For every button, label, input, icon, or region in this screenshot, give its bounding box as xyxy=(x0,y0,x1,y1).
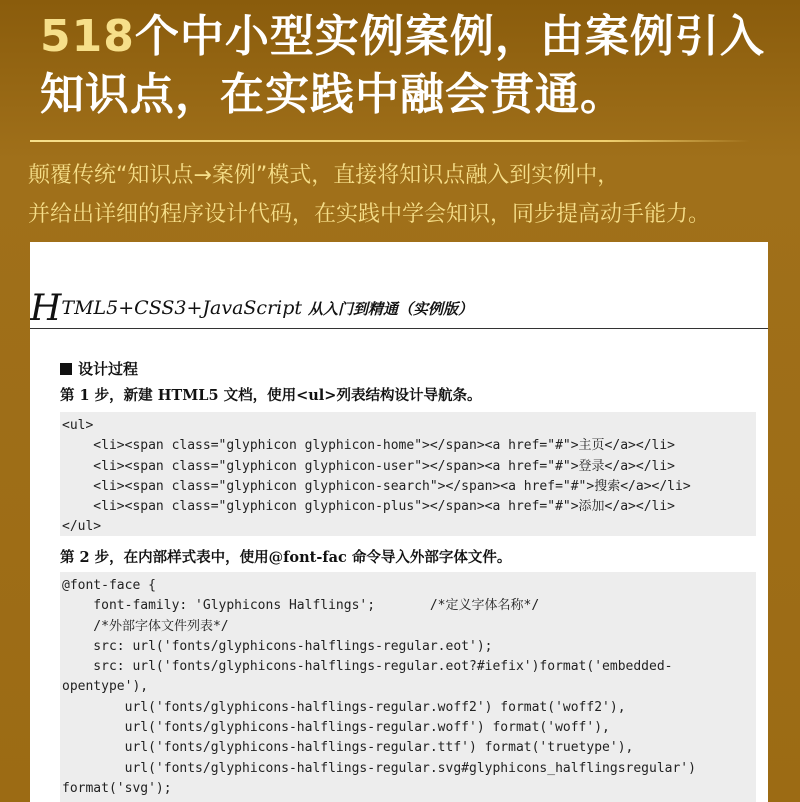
headline-number: 518 xyxy=(40,11,135,62)
code-line: <li><span class="glyphicon glyphicon-plus"></span><a href="#">添加</a></li> xyxy=(62,499,675,515)
headline-line-1 xyxy=(40,8,780,66)
section-heading-text: 设计过程 xyxy=(78,360,139,378)
divider xyxy=(30,140,750,142)
book-header xyxy=(30,282,768,329)
book-title xyxy=(30,282,474,329)
headline-line-2: 知识点，在实践中融会贯通。 xyxy=(40,69,625,120)
headline-line-1-text: 个中小型实例案例，由案例引入 xyxy=(134,11,765,62)
code-line: src: url('fonts/glyphicons-halflings-regular.eot?#iefix')format('embedded- xyxy=(62,659,673,675)
code-line: </ul> xyxy=(62,519,102,535)
square-bullet-icon xyxy=(60,363,72,375)
code-line: format('svg'); xyxy=(62,780,172,796)
code-line: url('fonts/glyphicons-halflings-regular.woff') format('woff'), xyxy=(62,720,610,736)
code-block-1 xyxy=(60,412,756,536)
code-line: <li><span class="glyphicon glyphicon-search"></span><a href="#">搜索</a></li> xyxy=(62,478,691,494)
code-line: opentype'), xyxy=(62,679,149,695)
code-line: <li><span class="glyphicon glyphicon-home"></span><a href="#">主页</a></li> xyxy=(62,438,675,454)
code-line: <ul> xyxy=(62,418,94,433)
code-line: <li><span class="glyphicon glyphicon-user"></span><a href="#">登录</a></li> xyxy=(62,458,675,474)
code-line: @font-face { xyxy=(62,578,156,593)
code-line: /*外部字体文件列表*/ xyxy=(62,618,229,634)
code-line: url('fonts/glyphicons-halflings-regular.svg#glyphicons_halflingsregular') xyxy=(62,760,696,776)
book-title-sub: 从入门到精通（实例版） xyxy=(308,300,474,318)
subline-1: 颠覆传统“知识点→案例”模式，直接将知识点融入到实例中， xyxy=(28,163,620,188)
book-title-cap: H xyxy=(30,288,62,329)
subline-2: 并给出详细的程序设计代码，在实践中学会知识，同步提高动手能力。 xyxy=(28,202,711,227)
code-block-2 xyxy=(60,572,756,802)
step-2: 第 2 步，在内部样式表中，使用@font-fac 命令导入外部字体文件。 xyxy=(60,549,512,566)
step-1: 第 1 步，新建 HTML5 文档，使用<ul>列表结构设计导航条。 xyxy=(60,387,482,404)
book-page xyxy=(30,242,768,802)
code-line: src: url('fonts/glyphicons-halflings-regular.eot'); xyxy=(62,638,493,654)
book-title-rest: TML5+CSS3+JavaScript xyxy=(61,297,303,319)
section-heading xyxy=(60,358,138,379)
code-line: url('fonts/glyphicons-halflings-regular.ttf') format('truetype'), xyxy=(62,740,634,756)
code-line: url('fonts/glyphicons-halflings-regular.woff2') format('woff2'), xyxy=(62,699,626,715)
code-line: font-family: 'Glyphicons Halflings'; /*定义字体名称*/ xyxy=(62,598,540,614)
headline xyxy=(40,8,780,124)
